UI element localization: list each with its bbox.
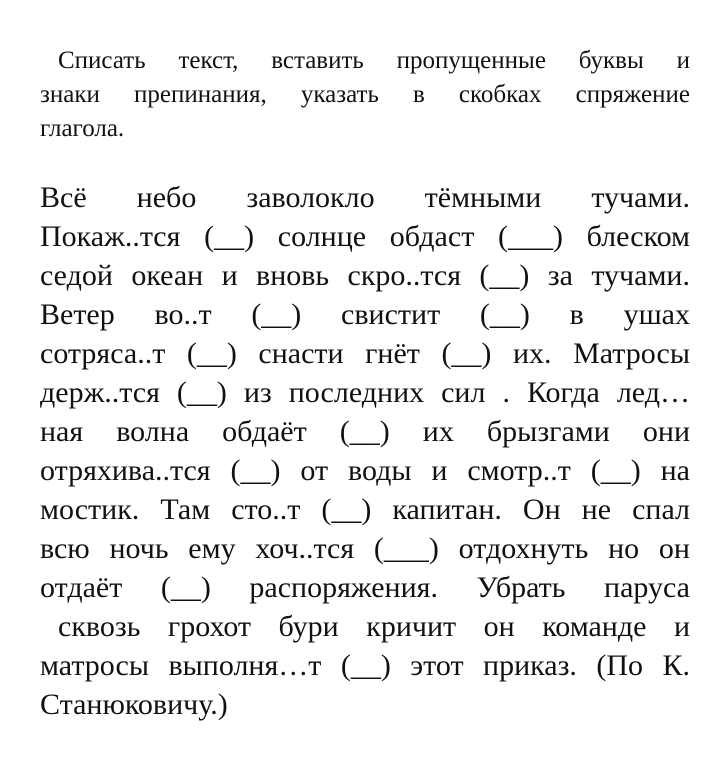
text-line: Ветер во..т (__) свистит (__) в ушах — [40, 298, 690, 331]
text-line: сквозь грохот бури кричит он команде и — [58, 610, 690, 643]
text-line: сотряса..т (__) снасти гнёт (__) их. Матросы — [40, 337, 690, 370]
text-line: отряхива..тся (__) от воды и смотр..т (__) на — [40, 454, 690, 487]
instruction-line: Списать текст, вставить пропущенные буквы и — [58, 47, 690, 74]
text-line: матросы выполня…т (__) этот приказ. (По К. — [40, 649, 690, 682]
instruction-line: глагола. — [40, 115, 125, 142]
text-line: Покаж..тся (__) солнце обдаст (___) блеском — [40, 220, 690, 253]
text-line: Станюковичу.) — [40, 688, 228, 721]
text-line: ная волна обдаёт (__) их брызгами они — [40, 415, 690, 448]
text-line: отдаёт (__) распоряжения. Убрать паруса — [40, 571, 690, 604]
text-line: всю ночь ему хоч..тся (___) отдохнуть но он — [40, 532, 690, 565]
instruction-line: знаки препинания, указать в скобках спряжение — [40, 81, 690, 108]
task-instruction — [40, 44, 690, 146]
text-line: мостик. Там сто..т (__) капитан. Он не спал — [40, 493, 690, 526]
text-line: держ..тся (__) из последних сил . Когда лед… — [40, 376, 690, 409]
text-line: Всё небо заволокло тёмными тучами. — [40, 181, 690, 214]
exercise-text — [40, 178, 690, 724]
text-line: седой океан и вновь скро..тся (__) за тучами. — [40, 259, 690, 292]
